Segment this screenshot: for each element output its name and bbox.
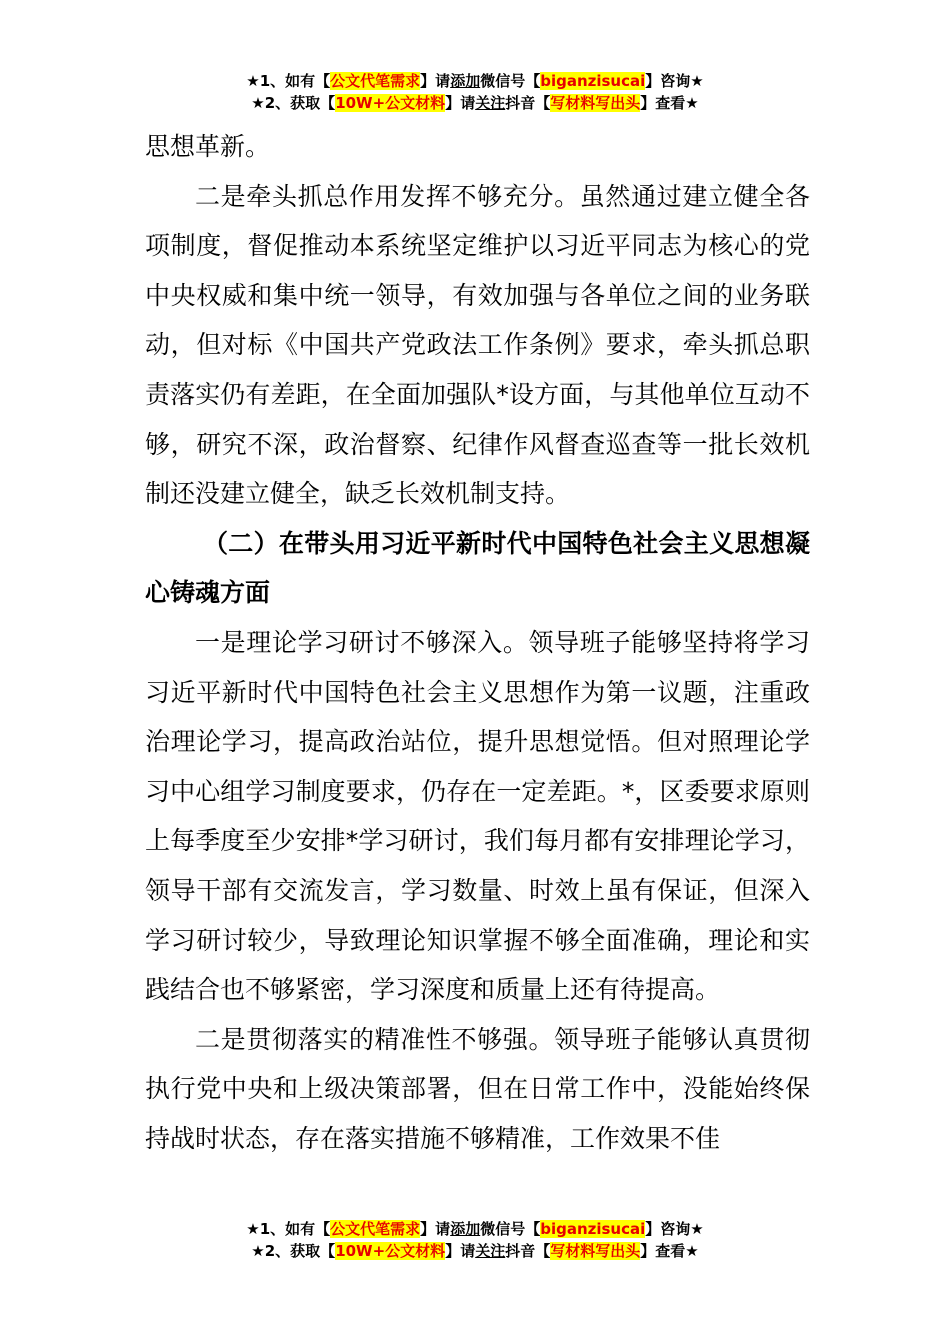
- section-heading: （二）在带头用习近平新时代中国特色社会主义思想凝心铸魂方面: [145, 528, 810, 608]
- banner-highlight: biganzisucai: [540, 72, 646, 90]
- banner-text: 】查看★: [640, 94, 699, 112]
- banner-text: 】请: [420, 72, 451, 90]
- document-body: [145, 122, 810, 1163]
- footer-banner: [0, 1218, 950, 1262]
- banner-highlight: biganzisucai: [540, 1220, 646, 1238]
- banner-highlight: 10W+公文材料: [335, 94, 446, 112]
- banner-emphasis: 关注: [475, 1242, 506, 1260]
- banner-highlight: 公文代笔需求: [330, 72, 421, 90]
- paragraph: 思想革新。: [145, 132, 271, 161]
- banner-text: 抖音【: [505, 94, 551, 112]
- banner-text: 】请: [420, 1220, 451, 1238]
- banner-emphasis: 添加: [450, 1220, 481, 1238]
- banner-text: ★1、如有【: [246, 1220, 331, 1238]
- banner-highlight: 写材料写出头: [550, 94, 641, 112]
- banner-emphasis: 添加: [450, 72, 481, 90]
- paragraph: 二是牵头抓总作用发挥不够充分。虽然通过建立健全各项制度，督促推动本系统坚定维护以习近平同志为核心的党中央权威和集中统一领导，有效加强与各单位之间的业务联动，但对标《中国共产党政法工作条例》要求，牵头抓总职责落实仍有差距，在全面加强队*设方面，与其他单位互动不够，研究不深，政治督察、纪律作风督查巡查等一批长效机制还没建立健全，缺乏长效机制支持。: [145, 181, 810, 509]
- banner-text: 】请: [445, 1242, 476, 1260]
- banner-line-1: [0, 70, 950, 92]
- banner-text: ★2、获取【: [251, 94, 336, 112]
- paragraph: 二是贯彻落实的精准性不够强。领导班子能够认真贯彻执行党中央和上级决策部署，但在日常工作中，没能始终保持战时状态，存在落实措施不够精准，工作效果不佳: [145, 1024, 810, 1153]
- banner-line-2: [0, 92, 950, 114]
- banner-text: 抖音【: [505, 1242, 551, 1260]
- banner-text: ★1、如有【: [246, 72, 331, 90]
- banner-emphasis: 关注: [475, 94, 506, 112]
- banner-text: 】咨询★: [645, 72, 704, 90]
- banner-text: 】查看★: [640, 1242, 699, 1260]
- banner-text: 】咨询★: [645, 1220, 704, 1238]
- banner-line-2: [0, 1240, 950, 1262]
- banner-text: ★2、获取【: [251, 1242, 336, 1260]
- banner-highlight: 10W+公文材料: [335, 1242, 446, 1260]
- paragraph: 一是理论学习研讨不够深入。领导班子能够坚持将学习习近平新时代中国特色社会主义思想作为第一议题，注重政治理论学习，提高政治站位，提升思想觉悟。但对照理论学习中心组学习制度要求，仍存在一定差距。*，区委要求原则上每季度至少安排*学习研讨，我们每月都有安排理论学习，领导干部有交流发言，学习数量、时效上虽有保证，但深入学习研讨较少，导致理论知识掌握不够全面准确，理论和实践结合也不够紧密，学习深度和质量上还有待提高。: [145, 627, 810, 1005]
- banner-text: 微信号【: [480, 1220, 541, 1238]
- header-banner: [0, 70, 950, 114]
- banner-highlight: 公文代笔需求: [330, 1220, 421, 1238]
- banner-highlight: 写材料写出头: [550, 1242, 641, 1260]
- banner-text: 】请: [445, 94, 476, 112]
- banner-text: 微信号【: [480, 72, 541, 90]
- banner-line-1: [0, 1218, 950, 1240]
